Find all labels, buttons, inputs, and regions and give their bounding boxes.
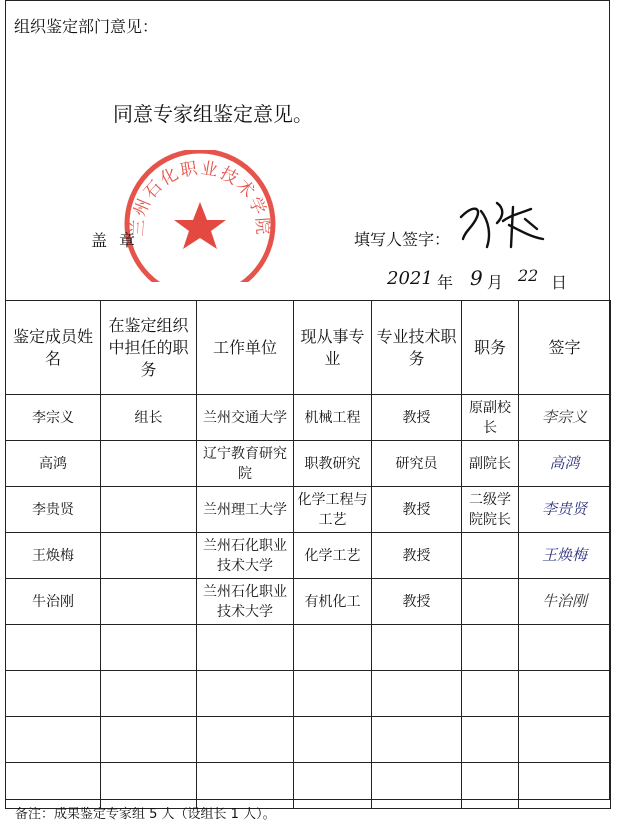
members-table xyxy=(5,300,611,809)
cell-role xyxy=(101,579,197,625)
cell-signature xyxy=(519,487,611,533)
cell-major: 机械工程 xyxy=(294,395,372,441)
footnote: 备注：成果鉴定专家组 5 人（设组长 1 人）。 xyxy=(15,807,276,822)
header-major: 现从事专业 xyxy=(294,301,372,395)
cell-title: 教授 xyxy=(372,487,462,533)
signer-signature xyxy=(451,195,551,255)
cell-major: 化学工艺 xyxy=(294,533,372,579)
signer-label: 填写人签字： xyxy=(354,230,451,249)
date-year-unit: 年 xyxy=(437,273,454,292)
table-header xyxy=(6,301,611,395)
star-icon xyxy=(174,202,226,249)
cell-major: 有机化工 xyxy=(294,579,372,625)
cell-role: 组长 xyxy=(101,395,197,441)
cell-role xyxy=(101,487,197,533)
cell-major: 职教研究 xyxy=(294,441,372,487)
cell-title: 教授 xyxy=(372,579,462,625)
cell-name: 牛治刚 xyxy=(6,579,101,625)
handwritten-signature: 牛治刚 xyxy=(541,592,587,610)
table-row-empty xyxy=(6,625,611,671)
table-row xyxy=(6,533,611,579)
cell-major: 化学工程与工艺 xyxy=(294,487,372,533)
header-name: 鉴定成员姓名 xyxy=(6,301,101,395)
cell-unit: 兰州交通大学 xyxy=(197,395,294,441)
cell-name: 李贵贤 xyxy=(6,487,101,533)
date-month-unit: 月 xyxy=(487,273,504,292)
table-row xyxy=(6,579,611,625)
header-role: 在鉴定组织中担任的职务 xyxy=(101,301,197,395)
cell-unit: 兰州石化职业技术大学 xyxy=(197,533,294,579)
cell-signature xyxy=(519,395,611,441)
opinion-title: 组织鉴定部门意见： xyxy=(14,17,159,36)
cell-role xyxy=(101,441,197,487)
header-signature: 签字 xyxy=(519,301,611,395)
cell-unit: 兰州理工大学 xyxy=(197,487,294,533)
table-row-empty xyxy=(6,763,611,809)
cell-post: 原副校长 xyxy=(462,395,519,441)
cell-signature xyxy=(519,533,611,579)
header-title: 专业技术职务 xyxy=(372,301,462,395)
handwritten-signature: 王焕梅 xyxy=(541,546,587,564)
seal-text: 兰州石化职业技术学院 xyxy=(127,158,273,238)
cell-post xyxy=(462,579,519,625)
cell-title: 研究员 xyxy=(372,441,462,487)
cell-title: 教授 xyxy=(372,533,462,579)
handwritten-signature: 李贵贤 xyxy=(541,500,587,518)
cell-signature xyxy=(519,441,611,487)
opinion-body: 同意专家组鉴定意见。 xyxy=(113,102,313,126)
cell-name: 李宗义 xyxy=(6,395,101,441)
cell-post: 二级学院院长 xyxy=(462,487,519,533)
cell-title: 教授 xyxy=(372,395,462,441)
cell-role xyxy=(101,533,197,579)
date-year: 2021 xyxy=(387,268,433,289)
header-post: 职务 xyxy=(462,301,519,395)
handwritten-signature: 高鸿 xyxy=(549,454,580,472)
seal-label: 盖章 xyxy=(91,231,148,250)
date-day-unit: 日 xyxy=(551,273,568,292)
table-row-empty xyxy=(6,717,611,763)
cell-signature xyxy=(519,579,611,625)
cell-name: 高鸿 xyxy=(6,441,101,487)
cell-name: 王焕梅 xyxy=(6,533,101,579)
cell-unit: 兰州石化职业技术大学 xyxy=(197,579,294,625)
official-seal xyxy=(121,150,279,282)
table-row xyxy=(6,487,611,533)
date-day: 22 xyxy=(518,266,539,285)
table-row-empty xyxy=(6,671,611,717)
header-unit: 工作单位 xyxy=(197,301,294,395)
table-row xyxy=(6,441,611,487)
cell-unit: 辽宁教育研究院 xyxy=(197,441,294,487)
cell-post xyxy=(462,533,519,579)
date-month: 9 xyxy=(470,266,483,290)
table-row xyxy=(6,395,611,441)
cell-post: 副院长 xyxy=(462,441,519,487)
handwritten-signature: 李宗义 xyxy=(541,408,587,426)
